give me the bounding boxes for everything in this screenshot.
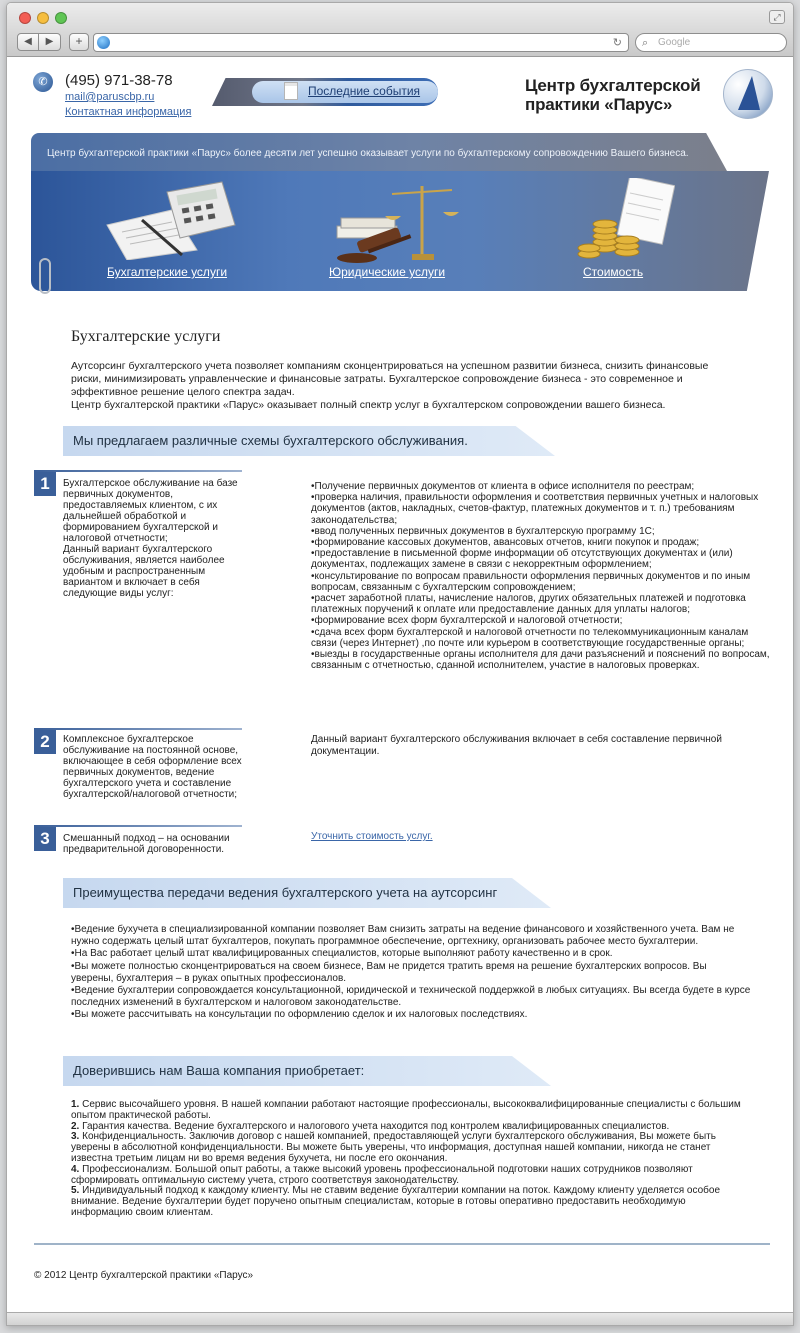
search-icon: ⌕ bbox=[642, 37, 649, 49]
contact-info-link[interactable]: Контактная информация bbox=[65, 106, 192, 118]
brand-line-2: практики «Парус» bbox=[525, 95, 673, 114]
list-item bbox=[71, 1100, 743, 1122]
fullscreen-icon[interactable]: ⤢ bbox=[769, 10, 785, 24]
minimize-window-button[interactable] bbox=[37, 12, 49, 24]
copyright: © 2012 Центр бухгалтерской практики «Парус» bbox=[34, 1270, 254, 1281]
scheme-number: 2 bbox=[34, 730, 56, 754]
gain-text: Индивидуальный подход к каждому клиенту. Мы не ставим ведение бухгалтерии компании на поток. Каждому клиенту уделяется особое внимание. Ведение бухгалтерии будет поручено опытным специалистам, которые в готовы оперативно предоставить необходимую информацию своим клиентам. bbox=[71, 1185, 721, 1218]
zoom-window-button[interactable] bbox=[55, 12, 67, 24]
scheme-divider bbox=[34, 728, 242, 730]
gain-number: 2. bbox=[71, 1120, 80, 1132]
schemes-heading: Мы предлагаем различные схемы бухгалтерского обслуживания. bbox=[73, 433, 468, 448]
scheme-divider bbox=[34, 470, 242, 472]
scheme-description: Смешанный подход – на основании предварительной договоренности. bbox=[63, 833, 230, 855]
forward-button[interactable]: ▶ bbox=[39, 33, 61, 51]
list-item: • выезды в государственные органы исполнителя для дачи разъяснений и пояснений по вопросам, связанным с отчетностью, сданной исполнителем, участие в налоговых проверках. bbox=[311, 649, 771, 671]
gains-heading: Доверившись нам Ваша компания приобретает: bbox=[73, 1063, 365, 1078]
gain-text: Конфиденциальность. Заключив договор с нашей компанией, предоставляющей услуги бухгалтерского обслуживания, Вы можете быть уверены в абсолютной конфиденциальности. Вы можете быть уверены, что информация, доступная нашей компании, никогда не станет известна третьим лицам ни во время ведения бухучета, ни после его окончания. bbox=[71, 1131, 716, 1164]
list-item: • предоставление в письменной форме информации об отсутствующих документах и (или) документах, подлежащих замене в связи с некорректным оформлением; bbox=[311, 548, 771, 570]
pricing-link[interactable]: Стоимость bbox=[583, 265, 644, 279]
brand-name bbox=[525, 76, 700, 114]
legal-services-link[interactable]: Юридические услуги bbox=[329, 265, 446, 279]
list-item bbox=[71, 1186, 743, 1218]
intro-text bbox=[71, 360, 721, 412]
logo-sail-shape bbox=[738, 76, 760, 110]
list-item: • консультирование по вопросам правильности оформления первичных документов и по иным вопросам, связанным с бухгалтерским сопровождением; bbox=[311, 571, 771, 593]
list-item: • проверка наличия, правильности оформления и соответствия первичных учетных и налоговых документов (актов, накладных, счетов-фактур, платежных документов и т. п.) требованиям законодательства; bbox=[311, 492, 771, 526]
list-item: • Получение первичных документов от клиента в офисе исполнителя по реестрам; bbox=[311, 481, 771, 492]
accounting-services-link[interactable]: Бухгалтерские услуги bbox=[107, 265, 228, 279]
add-bookmark-button[interactable]: + bbox=[69, 33, 89, 51]
list-item: • Вы можете рассчитывать на консультации по оформлению сделок и их налоговых последствиях. bbox=[71, 1009, 751, 1021]
list-item: • формирование всех форм бухгалтерской и налоговой отчетности; bbox=[311, 615, 771, 626]
web-page bbox=[7, 58, 793, 1326]
email-link[interactable]: mail@paruscbp.ru bbox=[65, 91, 155, 103]
gain-text: Сервис высочайшего уровня. В нашей компании работают настоящие профессионалы, высококвалифицированные специалисты с большим опытом практической работы. bbox=[71, 1099, 741, 1121]
latest-events-link[interactable]: Последние события bbox=[308, 84, 421, 98]
list-item: • ввод полученных первичных документов в бухгалтерскую программу 1С; bbox=[311, 526, 771, 537]
gain-number: 5. bbox=[71, 1185, 80, 1197]
footer-divider bbox=[34, 1243, 770, 1245]
close-window-button[interactable] bbox=[19, 12, 31, 24]
list-item: • сдача всех форм бухгалтерской и налоговой отчетности по телекоммуникационным каналам связи (через Интернет) ,по почте или курьером в соответствующие государственные органы; bbox=[311, 627, 771, 649]
scheme-number: 3 bbox=[34, 827, 56, 851]
list-item: • Ведение бухучета в специализированной компании позволяет Вам снизить затраты на ведение финансового и хозяйственного учета. Вам не нужно содержать целый штат бухгалтеров, покупать программное обеспечение, оргтехнику, организовать рабочее место бухгалтерии. bbox=[71, 924, 751, 948]
clarify-price-link[interactable]: Уточнить стоимость услуг. bbox=[311, 831, 433, 842]
site-globe-icon bbox=[97, 36, 110, 49]
gains-list bbox=[71, 1100, 743, 1219]
list-item: • Ведение бухгалтерии сопровождается консультационной, юридической и технической поддержкой в любых ситуациях. Вы всегда будете в курсе последних изменений в бухгалтерском и налоговом законодательстве. bbox=[71, 985, 751, 1009]
list-item: • формирование кассовых документов, авансовых отчетов, книги покупок и продаж; bbox=[311, 537, 771, 548]
paperclip-icon bbox=[39, 258, 51, 294]
history-nav bbox=[17, 33, 61, 51]
brand-line-1: Центр бухгалтерской bbox=[525, 76, 701, 95]
list-item bbox=[71, 1165, 743, 1187]
coins-document-icon bbox=[575, 178, 675, 263]
scheme-description: Бухгалтерское обслуживание на базе первичных документов, предоставляемых клиентом, с их дальнейшей обработкой и формированием бухгалтерской и налоговой отчетности; Данный вариант бухгалтерского обслуживания, является наиболее удобным и распространенным вариантом и включает в себя следующие виды услуг: bbox=[63, 478, 238, 599]
gain-text: Профессионализм. Большой опыт работы, а также высокий уровень профессиональной подготовки наших сотрудников позволяют сформировать оптимальную систему учета, строго соответствуя законодательству. bbox=[71, 1163, 693, 1186]
advantages-heading: Преимущества передачи ведения бухгалтерского учета на аутсорсинг bbox=[73, 885, 498, 900]
back-button[interactable]: ◀ bbox=[17, 33, 39, 51]
advantages-list bbox=[71, 924, 751, 1022]
list-item: • расчет заработной платы, начисление налогов, других обязательных платежей и подготовка платежных поручений к оплате или предоставление данных для уплаты налогов; bbox=[311, 593, 771, 615]
phone-number: (495) 971-38-78 bbox=[65, 72, 173, 89]
scheme1-service-list bbox=[311, 481, 771, 671]
scheme2-note: Данный вариант бухгалтерского обслуживания включает в себя составление первичной документации. bbox=[311, 734, 722, 757]
list-item: • На Вас работает целый штат квалифицированных специалистов, которые выполняют работу качественно и в срок. bbox=[71, 948, 751, 960]
window-bottom-bar bbox=[7, 1312, 793, 1326]
search-input[interactable] bbox=[635, 33, 787, 52]
browser-window bbox=[6, 2, 794, 1326]
window-controls bbox=[19, 12, 67, 24]
gain-number: 1. bbox=[71, 1099, 80, 1110]
sail-logo-icon[interactable] bbox=[723, 69, 773, 119]
scheme-number: 1 bbox=[34, 472, 56, 496]
page-title: Бухгалтерские услуги bbox=[71, 328, 221, 345]
reload-icon[interactable]: ↻ bbox=[612, 37, 622, 49]
gain-text: Гарантия качества. Ведение бухгалтерского и налогового учета находится под контролем квалифицированных специалистов. bbox=[82, 1120, 670, 1132]
gain-number: 3. bbox=[71, 1131, 80, 1143]
document-icon bbox=[284, 82, 298, 100]
phone-icon: ✆ bbox=[33, 72, 53, 92]
intro-paragraph-2: Центр бухгалтерской практики «Парус» оказывает полный спектр услуг в бухгалтерском сопровождении вашего бизнеса. bbox=[71, 399, 666, 411]
scheme-description: Комплексное бухгалтерское обслуживание на постоянной основе, включающее в себя оформление всех первичных документов, ведение бухгалтерского учета и составление бухгалтерской/налоговой отчетности; bbox=[63, 734, 242, 800]
list-item: • Вы можете полностью сконцентрироваться на своем бизнесе, Вам не придется тратить время на решение бухгалтерских вопросов. Вы уверены, бухгалтерия – в руках опытных профессионалов. bbox=[71, 961, 751, 985]
list-item bbox=[71, 1132, 743, 1164]
scales-of-justice-icon bbox=[327, 176, 467, 266]
intro-paragraph-1: Аутсорсинг бухгалтерского учета позволяет компаниям сконцентрироваться на успешном развитии бизнеса, снизить финансовые риски, минимизировать управленческие и финансовые затраты. Бухгалтерское сопровождение бизнеса - это современное и эффективное решение целого спектра задач. bbox=[71, 360, 709, 398]
search-placeholder: Google bbox=[658, 37, 691, 48]
browser-toolbar bbox=[7, 3, 793, 57]
address-bar[interactable] bbox=[93, 33, 629, 52]
banner-tagline: Центр бухгалтерской практики «Парус» более десяти лет успешно оказывает услуги по бухгалтерскому сопровождению Вашего бизнеса. bbox=[47, 148, 689, 159]
gain-number: 4. bbox=[71, 1163, 80, 1175]
scheme-divider bbox=[34, 825, 242, 827]
calculator-papers-icon bbox=[102, 180, 237, 260]
